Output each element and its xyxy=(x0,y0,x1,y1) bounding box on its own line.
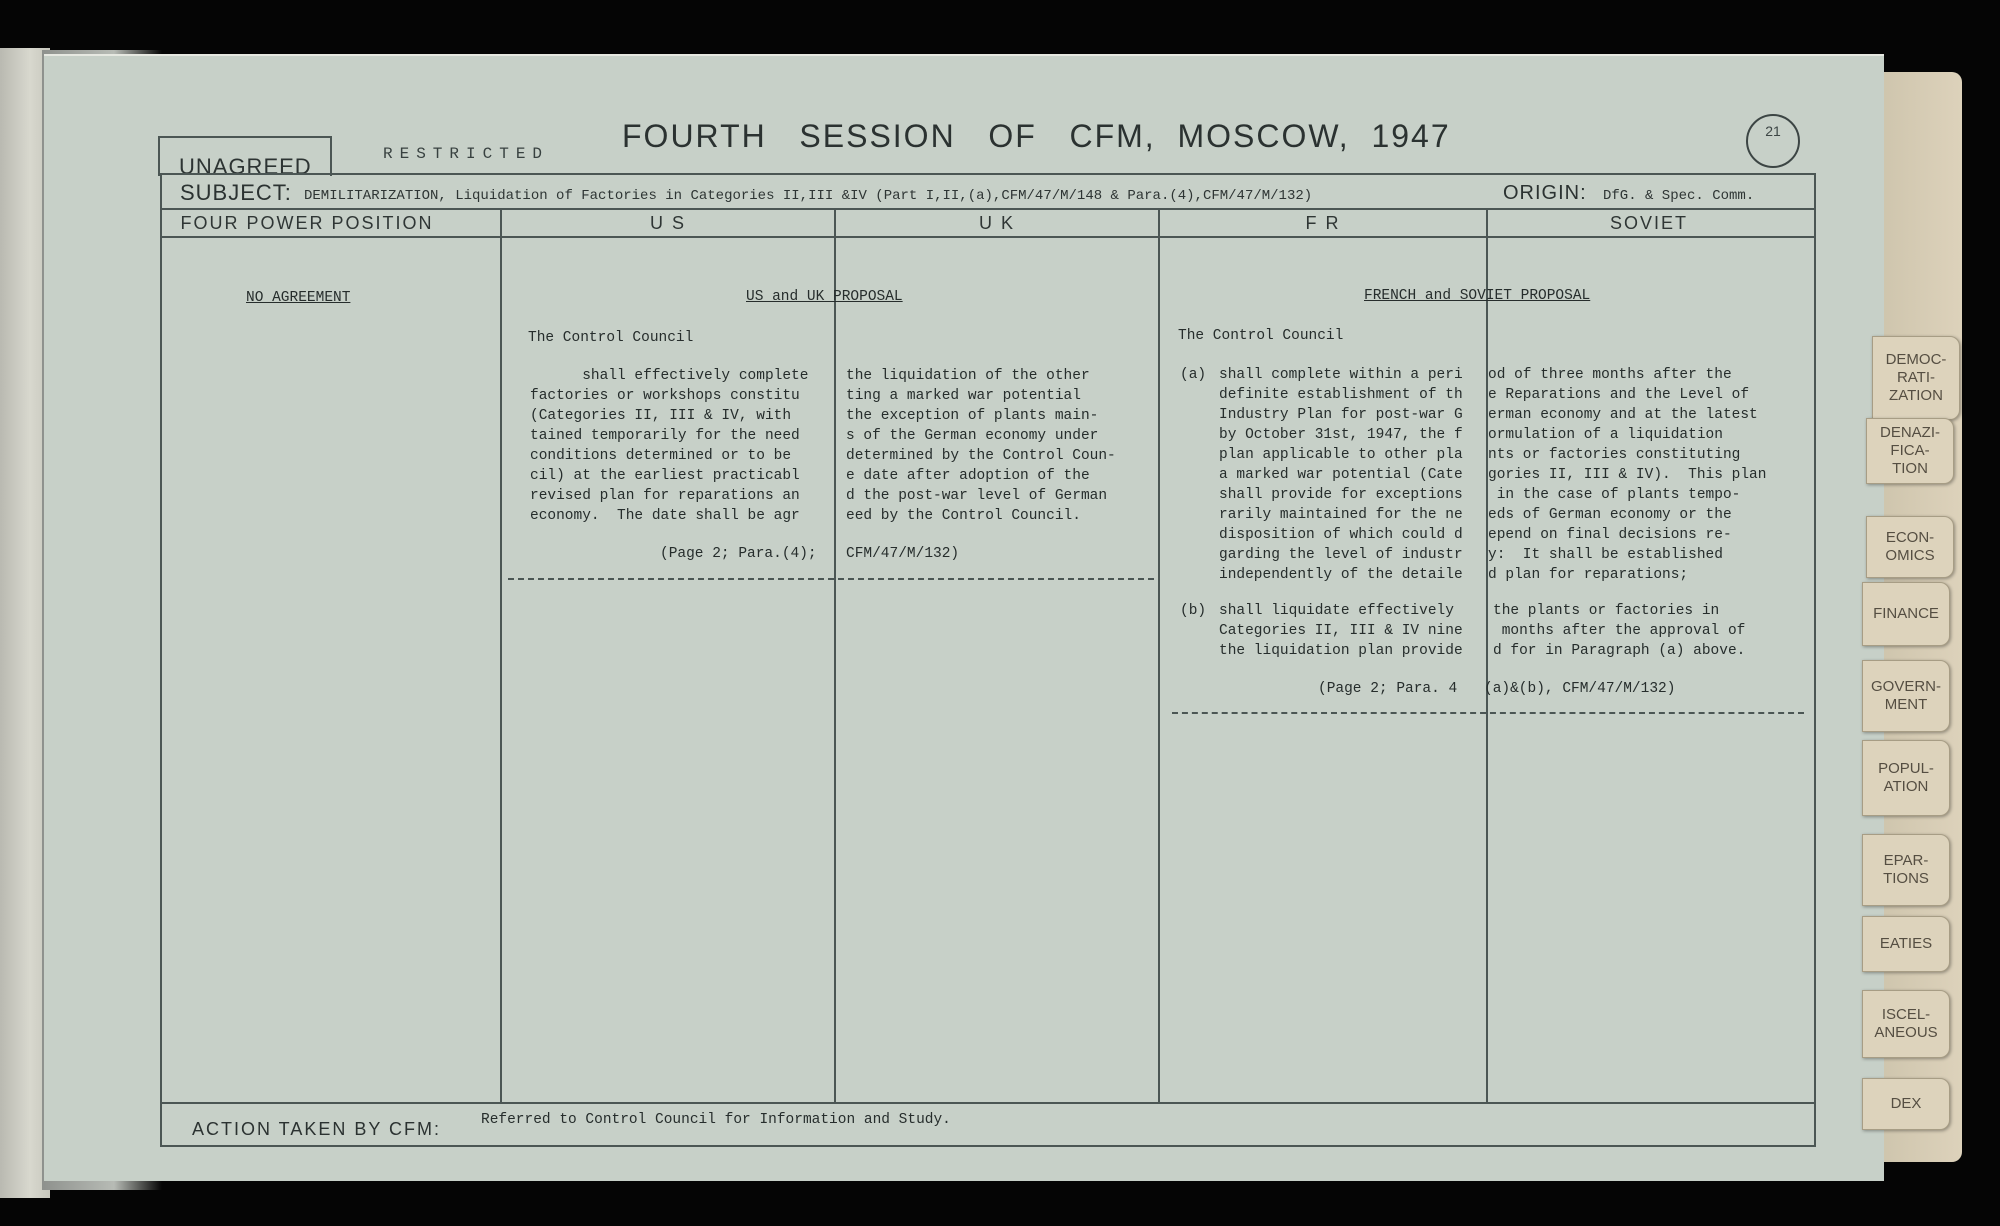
us-uk-body-left: shall effectively complete factories or workshops constitu (Categories II, III & IV, with tained temporarily for the need conditions determined or to be cil) at the earliest practicabl revised plan for reparations an economy. The date shall be agr xyxy=(530,368,809,524)
us-uk-reference-left: (Page 2; Para.(4); xyxy=(660,546,817,562)
tab-denazification[interactable]: DENAZI- FICA- TION xyxy=(1866,418,1954,484)
tab-population[interactable]: POPUL- ATION xyxy=(1862,740,1950,816)
action-label: ACTION TAKEN BY CFM: xyxy=(192,1119,442,1139)
action-text: Referred to Control Council for Information and Study. xyxy=(481,1112,951,1128)
page-title: FOURTH SESSION OF CFM, MOSCOW, 1947 xyxy=(622,118,1451,154)
origin-label: ORIGIN: xyxy=(1503,182,1587,204)
tab-economics[interactable]: ECON- OMICS xyxy=(1866,516,1954,578)
us-uk-proposal-heading: US and UK PROPOSAL xyxy=(746,289,903,305)
fr-soviet-proposal-heading: FRENCH and SOVIET PROPOSAL xyxy=(1364,288,1591,304)
fr-soviet-b-marker: (b) xyxy=(1180,603,1207,619)
us-uk-reference-right: CFM/47/M/132) xyxy=(846,546,960,562)
column-header-divider xyxy=(160,236,1814,238)
four-power-position: NO AGREEMENT xyxy=(246,290,351,306)
fr-soviet-intro: The Control Council xyxy=(1178,328,1344,344)
us-uk-body-right: the liquidation of the other ting a marked war potential the exception of plants main- s of the German economy under determined by the Control Coun- e date after adoption of the d the post-war level of German eed by the Control Council. xyxy=(846,368,1116,524)
tab-government[interactable]: GOVERN- MENT xyxy=(1862,660,1950,732)
us-uk-end-rule xyxy=(508,578,1154,580)
page-number: 21 xyxy=(1746,114,1800,168)
fr-soviet-reference-right: (a)&(b), CFM/47/M/132) xyxy=(1484,681,1676,697)
fr-soviet-reference-left: (Page 2; Para. 4 xyxy=(1318,681,1458,697)
subject-text: DEMILITARIZATION, Liquidation of Factories in Categories II,III &IV (Part I,II,(a),CFM/47/M/148 & Para.(4),CFM/47/M/132) xyxy=(304,188,1313,204)
subject-divider xyxy=(160,208,1814,210)
column-header-soviet: SOVIET xyxy=(1609,213,1688,233)
column-header-fr: F R xyxy=(1305,213,1341,233)
fr-soviet-para-a-right: od of three months after the e Reparations and the Level of erman economy and at the latest ormulation of a liquidation nts or factories constituting gories II, III & IV). This plan in the case of plants tempo- eds of German economy or the epend on final decisions re- y: It shall be established d plan for reparations; xyxy=(1488,367,1767,583)
column-header-four-power: FOUR POWER POSITION xyxy=(180,213,434,233)
column-header-uk: U K xyxy=(978,213,1015,233)
action-divider xyxy=(160,1102,1814,1104)
tab-miscellaneous[interactable]: ISCEL- ANEOUS xyxy=(1862,990,1950,1058)
column-header-us: U S xyxy=(649,213,686,233)
fr-soviet-end-rule xyxy=(1172,712,1804,714)
tab-reparations[interactable]: EPAR- TIONS xyxy=(1862,834,1950,906)
col-divider-3 xyxy=(1158,208,1160,1104)
tab-finance[interactable]: FINANCE xyxy=(1862,582,1950,646)
status-label: UNAGREED xyxy=(179,154,312,179)
classification-stamp: RESTRICTED xyxy=(383,145,550,163)
col-divider-1 xyxy=(500,208,502,1104)
fr-soviet-para-b-right: the plants or factories in months after the approval of d for in Paragraph (a) above. xyxy=(1493,603,1746,659)
tab-democratization[interactable]: DEMOC- RATI- ZATION xyxy=(1872,336,1960,420)
tab-treaties[interactable]: EATIES xyxy=(1862,916,1950,972)
us-uk-intro: The Control Council xyxy=(528,330,694,346)
fr-soviet-para-a-left: shall complete within a peri definite establishment of th Industry Plan for post-war G by October 31st, 1947, the f plan applicable to other pla a marked war potential (Cate shall provide for exceptions rarily maintained for the ne disposition of which could d garding the level of industr independently of the detaile xyxy=(1219,367,1463,583)
subject-label: SUBJECT: xyxy=(180,180,292,205)
tab-index[interactable]: DEX xyxy=(1862,1078,1950,1130)
fr-soviet-a-marker: (a) xyxy=(1180,367,1207,383)
origin-text: DfG. & Spec. Comm. xyxy=(1603,188,1755,204)
col-divider-2 xyxy=(834,208,836,1104)
col-divider-4 xyxy=(1486,208,1488,1104)
fr-soviet-para-b-left: shall liquidate effectively Categories II, III & IV nine the liquidation plan provide xyxy=(1219,603,1463,659)
